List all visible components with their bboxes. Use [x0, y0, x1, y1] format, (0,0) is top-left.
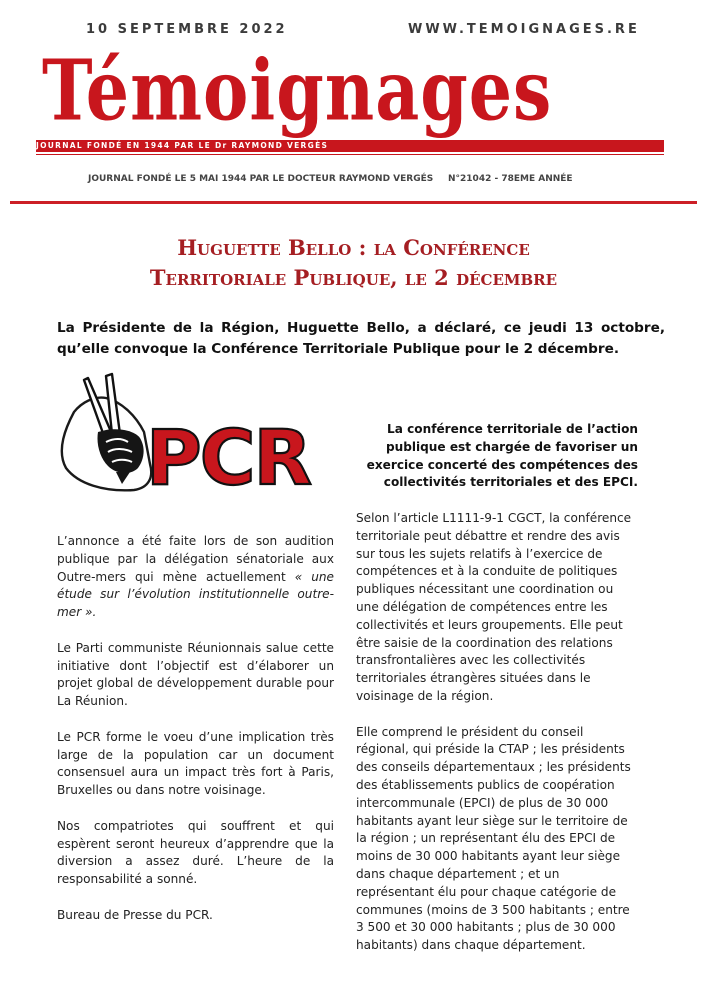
left-column [57, 533, 334, 942]
pcr-logo-text: PCR [146, 413, 310, 494]
pcr-logo [56, 372, 328, 494]
victory-hand-icon [84, 374, 144, 484]
header-date: 10 SEPTEMBRE 2022 [86, 22, 288, 37]
left-paragraph-3: Le PCR forme le voeu d’une implication très large de la population car un document consensuel aura un impact très fort à Paris, Bruxelles ou dans notre voisinage. [57, 729, 334, 798]
left-paragraph-4: Nos compatriotes qui souffrent et qui espèrent seront heureux d’apprendre que la diversion a assez duré. L’heure de la responsabilité a sonné. [57, 818, 334, 887]
left-paragraph-1-quote: « une étude sur l’évolution institutionnelle outre-mer ». [57, 569, 334, 620]
article-lead: La Présidente de la Région, Huguette Bello, a déclaré, ce jeudi 13 octobre, qu’elle convoque la Conférence Territoriale Publique pour le 2 décembre. [57, 320, 665, 357]
callout-text: La conférence territoriale de l’action publique est chargée de favoriser un exercice concerté des compétences des collectivités territoriales et des EPCI. [366, 422, 638, 490]
left-paragraph-1-text: L’annonce a été faite lors de son audition publique par la délégation sénatoriale aux Outre-mers qui mène actuellement [57, 534, 334, 584]
founding-line: JOURNAL FONDÉ LE 5 MAI 1944 PAR LE DOCTEUR RAYMOND VERGÉS [88, 174, 434, 184]
right-paragraph-2: Elle comprend le président du conseil régional, qui préside la CTAP ; les présidents des conseils départementaux ; les présidents des établissements publics de coopération intercommunale (EPCI) de plus de 30 000 habitants ayant leur siège sur le territoire de la région ; un représentant élu des EPCI de moins de 30 000 habitants ayant leur siège dans chaque département ; et un représentant élu pour chaque catégorie de communes (moins de 3 500 habitants ; entre 3 500 et 30 000 habitants ; plus de 30 000 habitants) dans chaque département. [356, 724, 631, 953]
left-paragraph-1 [57, 533, 334, 622]
masthead-rule [36, 154, 664, 155]
masthead-title: Témoignages [42, 42, 553, 141]
masthead [36, 42, 676, 162]
masthead-subtitle: JOURNAL FONDÉ EN 1944 PAR LE Dr RAYMOND VERGÈS [36, 141, 329, 150]
right-paragraph-1: Selon l’article L1111-9-1 CGCT, la conférence territoriale peut débattre et rendre des avis sur tous les sujets relatifs à l’exercice de compétences et à la conduite de politiques publiques nécessitant une coordination ou une délégation de compétences entre les collectivités et leurs groupements. Elle peut être saisie de la coordination des relations transfrontalières avec les collectivités territoriales étrangères situées dans le voisinage de la région. [356, 510, 632, 703]
header-divider [10, 201, 697, 204]
article-title-line1: Huguette Bello : la Conférence [177, 235, 530, 260]
header-website[interactable]: WWW.TEMOIGNAGES.RE [408, 22, 640, 37]
article-title-line2: Territoriale Publique, le 2 décembre [149, 265, 558, 290]
issue-line: N°21042 - 78EME ANNÉE [448, 174, 573, 184]
article-title [40, 233, 667, 293]
signature: Bureau de Presse du PCR. [57, 907, 213, 922]
right-column [356, 421, 638, 973]
left-paragraph-2: Le Parti communiste Réunionnais salue cette initiative dont l’objectif est d’élaborer un projet global de développement durable pour La Réunion. [57, 640, 334, 709]
